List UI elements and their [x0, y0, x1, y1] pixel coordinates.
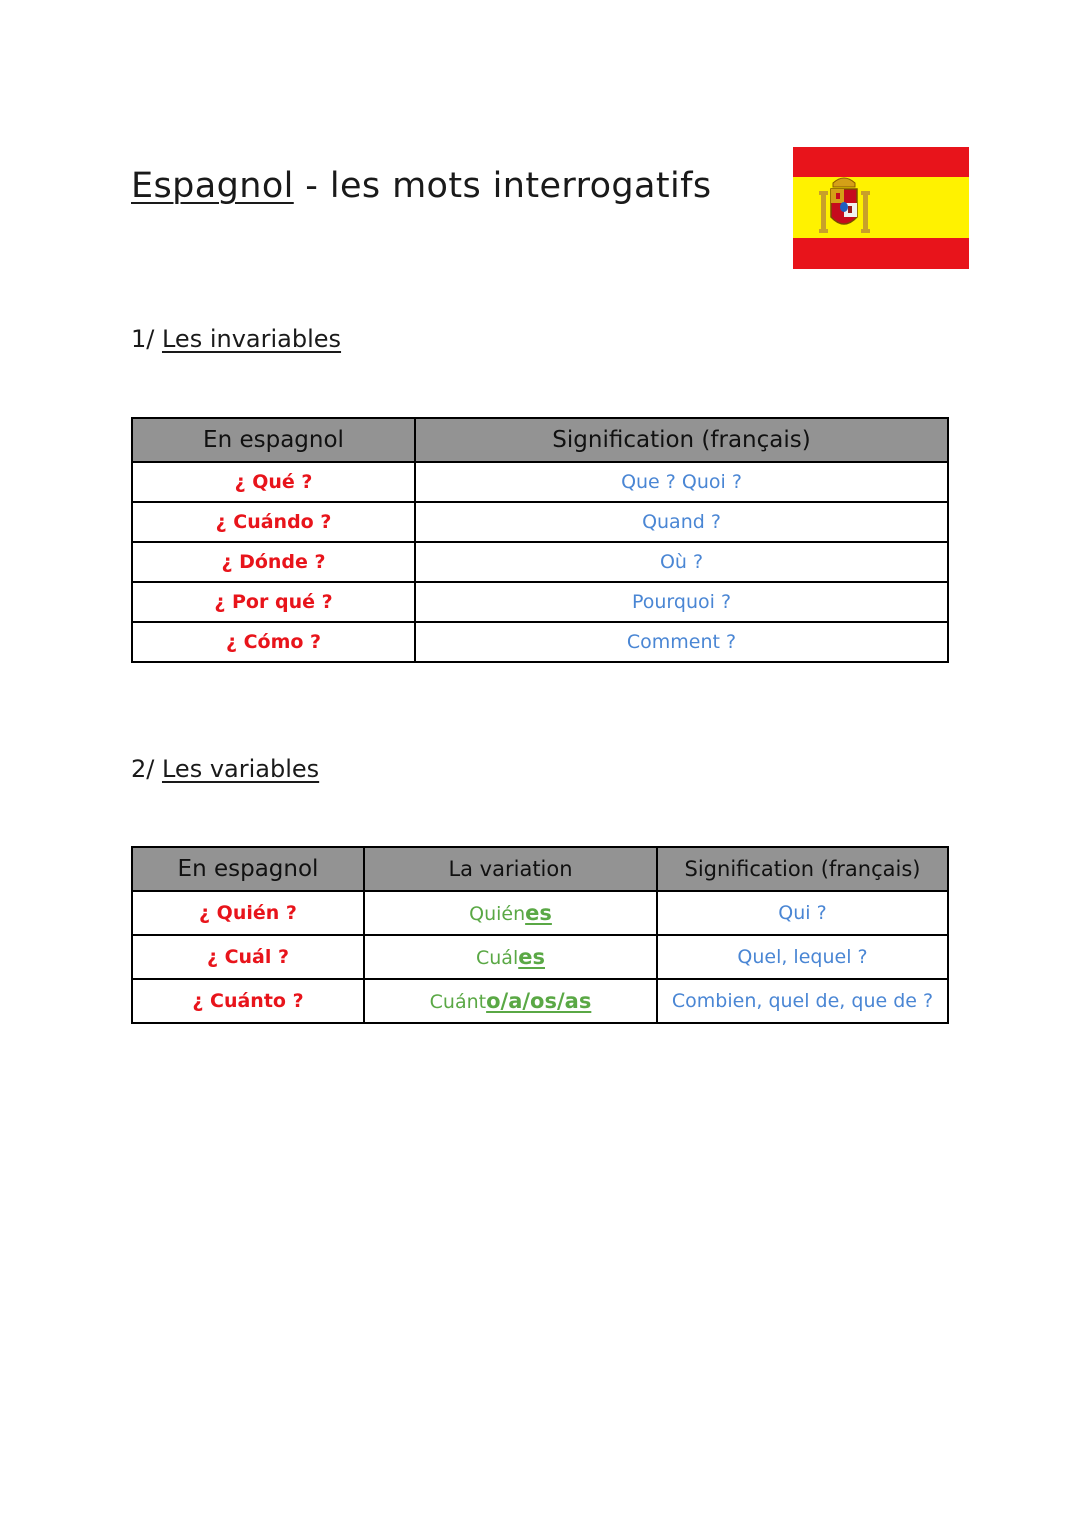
spanish-word: ¿ Quién ? [132, 891, 364, 935]
variation-suffix: es [518, 945, 545, 969]
page-title [131, 166, 712, 206]
table-header-row [132, 418, 948, 462]
variation-suffix: o/a/os/as [486, 989, 592, 1013]
table-row [132, 622, 948, 662]
variation-cell [364, 891, 657, 935]
variables-table [131, 846, 949, 1024]
column-header: En espagnol [132, 418, 415, 462]
variation-base: Cuánt [429, 991, 487, 1013]
variation-base: Quién [469, 903, 526, 925]
title-rest: - les mots interrogatifs [293, 166, 712, 206]
section-label: Les invariables [161, 325, 342, 353]
column-header: En espagnol [132, 847, 364, 891]
spanish-word: ¿ Dónde ? [132, 542, 415, 582]
column-header: Signification (français) [657, 847, 948, 891]
variation-cell [364, 935, 657, 979]
french-meaning: Comment ? [415, 622, 948, 662]
table-row [132, 891, 948, 935]
variation-suffix: es [525, 901, 552, 925]
column-header: La variation [364, 847, 657, 891]
section-invariables-heading [131, 325, 341, 353]
table-header-row [132, 847, 948, 891]
table-row [132, 935, 948, 979]
column-header: Signification (français) [415, 418, 948, 462]
spanish-word: ¿ Cuál ? [132, 935, 364, 979]
table-row [132, 542, 948, 582]
spanish-word: ¿ Cómo ? [132, 622, 415, 662]
table-row [132, 502, 948, 542]
spain-flag-icon [793, 147, 969, 269]
section-number: 1/ [131, 325, 162, 353]
spanish-word: ¿ Cuánto ? [132, 979, 364, 1023]
french-meaning: Quand ? [415, 502, 948, 542]
section-variables-heading [131, 755, 319, 783]
table-row [132, 462, 948, 502]
section-number: 2/ [131, 755, 162, 783]
variation-cell [364, 979, 657, 1023]
table-row [132, 582, 948, 622]
invariables-table [131, 417, 949, 663]
french-meaning: Quel, lequel ? [657, 935, 948, 979]
spanish-word: ¿ Por qué ? [132, 582, 415, 622]
variation-base: Cuál [476, 947, 519, 969]
french-meaning: Qui ? [657, 891, 948, 935]
french-meaning: Pourquoi ? [415, 582, 948, 622]
table-row [132, 979, 948, 1023]
french-meaning: Où ? [415, 542, 948, 582]
spanish-word: ¿ Qué ? [132, 462, 415, 502]
spanish-word: ¿ Cuándo ? [132, 502, 415, 542]
title-subject: Espagnol [131, 166, 294, 206]
section-label: Les variables [161, 755, 320, 783]
french-meaning: Que ? Quoi ? [415, 462, 948, 502]
french-meaning: Combien, quel de, que de ? [657, 979, 948, 1023]
